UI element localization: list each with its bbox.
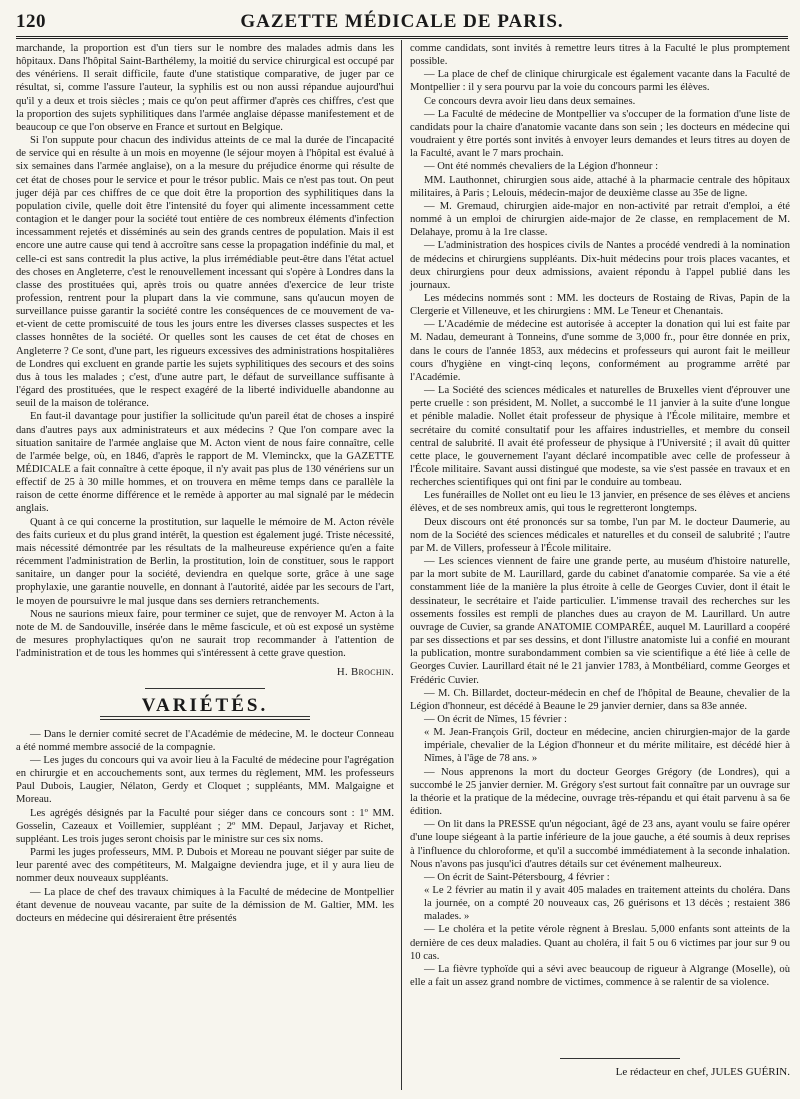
news-item: — Dans le dernier comité secret de l'Académie de médecine, M. le docteur Conneau a été nommé membre associé de la compagnie. <box>16 728 394 753</box>
news-item: — L'administration des hospices civils de Nantes a procédé vendredi à la nomination de médecins et chirurgiens suppléants. Dix-huit médecins pour trois places vacantes, et deux chirurgiens pour deux admissions, avaient répondu à l'appel publié dans les journaux. <box>410 240 790 291</box>
journal-title: GAZETTE MÉDICALE DE PARIS. <box>240 11 564 32</box>
news-item: — M. Ch. Billardet, docteur-médecin en chef de l'hôpital de Beaune, chevalier de la Légion d'honneur, est décédé à Beaune le 29 janvier dernier, dans sa 83e année. <box>410 687 790 712</box>
editor-separator <box>560 1058 680 1059</box>
page-number: 120 <box>16 11 46 32</box>
news-item: — Nous apprenons la mort du docteur Georges Grégory (de Londres), qui a succombé le 25 janvier dernier. M. Grégory s'est surtout fait connaître par un ouvrage sur la théorie et la pratique de la médecine, ouvrage très-répandu et qui était parvenu à sa 6e édition. <box>410 766 790 818</box>
article-paragraph: Quant à ce qui concerne la prostitution, sur laquelle le mémoire de M. Acton révèle des faits curieux et du plus grand intérêt, la question est également jugé. Triste nécessité, mais nécessité démontrée par les résultats de la malheureuse expérience qu'en a faite récemment l'administration de Berlin, la prostitution, loin de constituer, sous le rapport sanitaire, un danger pour la société, deviendra en quelque sorte, grâce à une sage prophylaxie, une garantie nouvelle, en donnant à l'autorité, aidée par les secours de l'art, le moyen de poursuivre le mal jusque dans ses derniers retranchements. <box>16 516 394 607</box>
article-paragraph: Nous ne saurions mieux faire, pour terminer ce sujet, que de renvoyer M. Acton à la note de M. de Sandouville, insérée dans le même fascicule, et où est exposé un système de mesures prophylactiques qu'on ne saurait trop recommander à l'attention de l'administration et de tous les hommes qui s'intéressent à cette grave question. <box>16 608 394 660</box>
news-item: — Ont été nommés chevaliers de la Légion d'honneur : <box>424 161 659 173</box>
news-quote: « M. Jean-François Gril, docteur en médecine, ancien chirurgien-major de la garde impériale, chevalier de la Légion d'honneur et du mérite militaire, est décédé hier à Nîmes, à l'âge de 78 ans. » <box>424 727 790 765</box>
column-divider <box>401 40 402 1090</box>
news-item: — On écrit de Nîmes, 15 février : <box>424 713 567 725</box>
left-column <box>16 42 394 925</box>
article-paragraph: En faut-il davantage pour justifier la sollicitude qu'un pareil état de choses a inspiré dans d'autres pays aux administrateurs et aux médecins ? Que l'on compare avec la situation sanitaire de l'armée anglaise que M. Acton vient de nous faire connaître, celle de l'armée belge, où, en 1846, d'après le rapport de M. Vleminckx, que la GAZETTE MÉDICALE a fait connaître à cette époque, il n'y avait pas plus de 130 vénériens sur un effectif de 25 à 30 mille hommes, et on trouvera en même temps dans ce parallèle la raison de cette énorme différence et le remède à apporter au mal signalé par le médecin anglais. <box>16 411 394 515</box>
page-header <box>16 10 788 39</box>
news-item: — L'Académie de médecine est autorisée à accepter la donation qui lui est faite par M. Nadau, demeurant à Tonneins, d'une somme de 3,000 fr., pour être donnée en prix, dans le cours de l'année 1853, aux médecins et professeurs qui auront fait le meilleur cours d'hygiène en vingt-cinq leçons, conformément au programme arrêté par l'Académie. <box>410 319 790 383</box>
news-item: Parmi les juges professeurs, MM. P. Dubois et Moreau ne pouvant siéger par suite de leur parenté avec des compétiteurs, M. Malgaigne deviendra juge, et il y aura lieu de nommer deux nouveaux suppléants. <box>16 847 394 885</box>
news-item: — Les sciences viennent de faire une grande perte, au muséum d'histoire naturelle, par la mort subite de M. Laurillard, garde du cabinet d'anatomie comparée. Sa vie a été constamment liée de la manière la plus étroite à celle de Georges Cuvier, dont il était le dessinateur, le secrétaire et l'aide particulier. L'immense travail des recherches sur les ossements fossiles est rempli de planches dues au crayon de M. Laurillard. Un autre ouvrage de Cuvier, sa grande ANATOMIE COMPARÉE, auquel M. Laurillard a coopéré par ses dissections et par ses dessins, et dont l'illustre anatomiste lui a confié en mourant la publication, montre surabondamment combien sa vie scientifique a été liée à celle de Georges Cuvier. Laurillard était né le 21 janvier 1783, à Montbéliard, comme Georges et Frédéric Cuvier. <box>410 556 790 686</box>
section-title-varietes: VARIÉTÉS. <box>141 694 269 716</box>
news-item: Ce concours devra avoir lieu dans deux semaines. <box>424 95 636 107</box>
news-item: — On écrit de Saint-Pétersbourg, 4 février : <box>424 871 610 883</box>
news-item: — Les juges du concours qui va avoir lieu à la Faculté de médecine pour l'agrégation en chirurgie et en accouchements sont, aux termes du règlement, MM. les professeurs Paul Dubois, Laugier, Nélaton, Gerdy et Cloquet ; suppléants, MM. Malgaigne et Moreau. <box>16 754 394 806</box>
news-item: — La place de chef de clinique chirurgicale est également vacante dans la Faculté de Montpellier : il y sera pourvu par la voie du concours parmi les élèves. <box>410 69 790 94</box>
editor-signature: Le rédacteur en chef, JULES GUÉRIN. <box>615 1066 790 1078</box>
news-item: — La place de chef des travaux chimiques à la Faculté de médecine de Montpellier étant devenue de nouveau vacante, par suite de la démission de M. Galtier, MM. les docteurs en médecine qui désireraient être présentés <box>16 886 394 924</box>
right-column <box>410 42 790 989</box>
news-item: — Le choléra et la petite vérole règnent à Breslau. 5,000 enfants sont atteints de la dernière de ces deux maladies. Quant au choléra, il fait 5 ou 6 victimes par jour sur 9 ou 10 cas. <box>410 924 790 962</box>
news-item: — La fièvre typhoïde qui a sévi avec beaucoup de rigueur à Algrange (Moselle), où elle a fait un assez grand nombre de victimes, commence à se ralentir de sa violence. <box>410 963 790 989</box>
news-item: Les funérailles de Nollet ont eu lieu le 13 janvier, en présence de ses élèves et anciens élèves, et de ses nombreux amis, qui tous le regretteront longtemps. <box>410 490 790 515</box>
article-paragraph: Si l'on suppute pour chacun des individus atteints de ce mal la durée de l'incapacité de service qui en résulte à un mois en moyenne (le séjour moyen à l'hôpital est évalué à six semaines dans l'armée anglaise), on a la mesure du préjudice énorme qui résulte de cet état de choses pour le service et pour le trésor public. Mais ce n'est pas tout. On peut juger déjà par ces chiffres de ce que doit être la proportion des syphilitiques dans la population civile, quelle doit être l'intensité du foyer qui alimente incessamment cette contagion et le danger pour la société tout entière de ces nombreux éléments d'infection incessamment rejetés et disséminés au sein des grands centres de population. Mais il est encore une autre cause qui tend à accroître sans cesse la propagation indéfinie du mal, et celle-ci est sans contredit la plus active, la plus irrémédiable peut-être dans l'état actuel des choses en Angleterre, c'est le renouvellement incessant qui s'opère à Londres dans la classe des prostituées qui, après trois ou quatre années d'exercice de leur triste profession, rentrent pour la plupart dans la vie commune, sans qu'aucun moyen de surveillance puisse garantir la société contre les conséquences de ce mouvement de va-et-vient de cette promiscuité de tous les jours entre les diverses classes suspectes et les classes honnêtes de la société. Or quelles sont les causes de cet état de choses en Angleterre ? Ce sont, d'une part, les rigueurs excessives des administrations hospitalières de Londres qui excluent en grande partie les sujets syphilitiques des secours et des soins dus à tous les malades ; c'est, d'une autre part, le défaut de surveillance suffisante à l'égard des prostituées, que le respect exagéré de la liberté individuelle abandonne au seuil de la maison de tolérance. <box>16 135 394 410</box>
news-item: Deux discours ont été prononcés sur sa tombe, l'un par M. le docteur Daumerie, au nom de la Société des sciences médicales et naturelles et du conseil de salubrité ; l'autre par M. de Villers, professeur à l'École militaire. <box>410 516 790 554</box>
news-item: Les agrégés désignés par la Faculté pour siéger dans ce concours sont : 1º MM. Gosselin, Cazeaux et Voillemier, suppléant ; 2º MM. Depaul, Jarjavay et Richet, suppléant. Les trois juges seront choisis par le ministre sur ces six noms. <box>16 807 394 845</box>
article-paragraph: marchande, la proportion est d'un tiers sur le nombre des malades admis dans les hôpitaux. Dans l'hôpital Saint-Barthélemy, la moitié du service chirurgical est occupé par des vénériens. Il serait difficile, faute d'une statistique comparative, de juger par ce résultat, si, comme l'assure l'auteur, la syphilis est ou non aussi répandue aujourd'hui qu'il y a deux et trois siècles ; mais ce qu'on peut affirmer d'après ces chiffres, c'est que la proportion des sujets syphilitiques dans l'armée anglaise dépasse manifestement et de beaucoup ce que l'on observe en France et surtout en Belgique. <box>16 43 394 133</box>
news-item: — On lit dans la PRESSE qu'un négociant, âgé de 23 ans, ayant voulu se faire opérer d'une loupe siégeant à la partie inférieure de la joue gauche, a été soumis à deux reprises à l'influence du chloroforme, et qu'il a succombé immédiatement à la seconde inhalation. Nous n'avons pas jusqu'ici d'autres détails sur cet événement malheureux. <box>410 819 790 870</box>
article-signature: H. Brochin. <box>336 666 394 679</box>
news-item: — La Faculté de médecine de Montpellier va s'occuper de la formation d'une liste de candidats pour la chaire d'anatomie vacante dans son sein ; les docteurs en médecine qui voudraient y être portés sont invités à envoyer leurs demandes et leurs titres au doyen de la Faculté, avant le 7 mars prochain. <box>410 108 790 160</box>
news-item: Les médecins nommés sont : MM. les docteurs de Rostaing de Rivas, Papin de la Clergerie et Villeneuve, et les chirurgiens : MM. Le Teneur et Chenantais. <box>410 292 790 318</box>
news-item: — La Société des sciences médicales et naturelles de Bruxelles vient d'éprouver une perte cruelle : son président, M. Nollet, a succombé le 11 janvier à la suite d'une longue et pénible maladie. Nollet était professeur de physique à l'École militaire, membre et secrétaire du comité consultatif pour les affaires industrielles, et membre du conseil central de salubrité. Il avait été professeur de physique à l'Université ; il avait dû quitter cette place, le gouvernement l'ayant déclaré incompatible avec celle de professeur à l'École militaire. Savant aussi distingué que modeste, sa vie s'est passée en travaux et en recherches scientifiques qui ont fini par le conduire au tombeau. <box>410 385 790 489</box>
news-quote: « Le 2 février au matin il y avait 405 malades en traitement atteints du choléra. Dans la journée, on a compté 20 nouveaux cas, 26 guérisons et 13 décès ; restaient 386 malades. » <box>424 885 790 923</box>
section-title-rule <box>100 716 310 720</box>
news-item: comme candidats, sont invités à remettre leurs titres à la Faculté le plus promptement possible. <box>410 43 790 68</box>
news-item: MM. Lauthonnet, chirurgien sous aide, attaché à la pharmacie centrale des hôpitaux militaires, à Paris ; Lelouis, médecin-major de deuxième classe au 35e de ligne. <box>410 174 790 199</box>
section-separator <box>145 688 265 689</box>
news-item: — M. Gremaud, chirurgien aide-major en non-activité par retrait d'emploi, a été nommé à un emploi de chirurgien aide-major de 2e classe, en remplacement de M. Delahaye, promu à la 1re classe. <box>410 200 790 239</box>
